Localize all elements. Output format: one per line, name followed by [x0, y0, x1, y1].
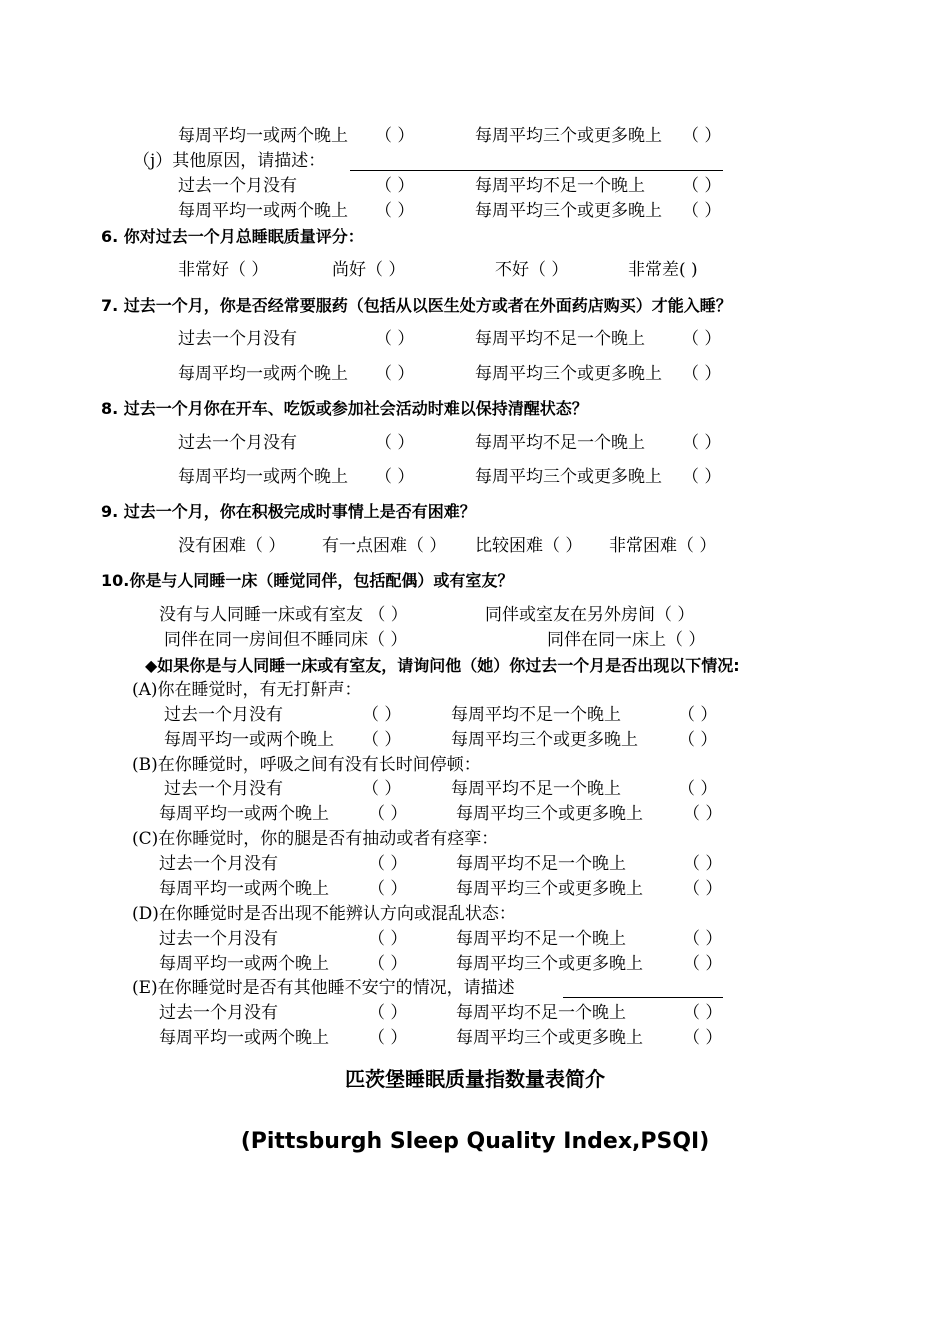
q10-sub-d-label: (D)在你睡觉时是否出现不能辨认方向或混乱状态：: [132, 904, 516, 924]
option-paren[interactable]: （ ）: [683, 804, 723, 824]
option-none: 过去一个月没有: [159, 854, 278, 874]
option-paren[interactable]: （ ）: [368, 854, 408, 874]
q9-option-c[interactable]: 比较困难（ ）: [475, 536, 583, 556]
option-paren[interactable]: （ ）: [375, 364, 415, 384]
option-paren[interactable]: （ ）: [678, 705, 718, 725]
option-paren[interactable]: （ ）: [682, 467, 722, 487]
q7-title: 7. 过去一个月，你是否经常要服药（包括从以医生处方或者在外面药店购买）才能入睡？: [101, 296, 732, 315]
option-w3: 每周平均三个或更多晚上: [475, 126, 662, 146]
q8-title: 8. 过去一个月你在开车、吃饭或参加社会活动时难以保持清醒状态？: [101, 399, 588, 418]
q10-sub-b-label: (B)在你睡觉时，呼吸之间有没有长时间停顿：: [132, 755, 481, 775]
q6-title: 6. 你对过去一个月总睡眠质量评分：: [101, 227, 364, 246]
option-none: 过去一个月没有: [164, 705, 283, 725]
section-title: 匹茨堡睡眠质量指数量表简介: [345, 1067, 605, 1091]
option-none: 过去一个月没有: [159, 1003, 278, 1023]
option-w12: 每周平均一或两个晚上: [178, 467, 348, 487]
option-w3: 每周平均三个或更多晚上: [451, 730, 638, 750]
option-paren[interactable]: （ ）: [362, 730, 402, 750]
q9-option-b[interactable]: 有一点困难（ ）: [322, 536, 447, 556]
option-w12: 每周平均一或两个晚上: [159, 1028, 329, 1048]
section-subtitle: (Pittsburgh Sleep Quality Index,PSQI): [240, 1129, 710, 1154]
option-paren[interactable]: （ ）: [683, 1003, 723, 1023]
option-paren[interactable]: （ ）: [682, 329, 722, 349]
option-paren[interactable]: （ ）: [683, 929, 723, 949]
q6-option-a[interactable]: 非常好（ ）: [178, 260, 269, 280]
q6-option-b[interactable]: 尚好（ ）: [332, 260, 406, 280]
option-lt1: 每周平均不足一个晚上: [451, 705, 621, 725]
option-paren[interactable]: （ ）: [683, 1028, 723, 1048]
option-lt1: 每周平均不足一个晚上: [456, 929, 626, 949]
q6-option-d[interactable]: 非常差( ): [628, 260, 698, 280]
option-w3: 每周平均三个或更多晚上: [456, 804, 643, 824]
q9-option-a[interactable]: 没有困难（ ）: [178, 536, 286, 556]
option-lt1: 每周平均不足一个晚上: [475, 433, 645, 453]
option-paren[interactable]: （ ）: [682, 364, 722, 384]
q10-note: ◆如果你是与人同睡一床或有室友，请询问他（她）你过去一个月是否出现以下情况:: [145, 656, 740, 675]
option-paren[interactable]: （ ）: [375, 329, 415, 349]
option-w12: 每周平均一或两个晚上: [159, 879, 329, 899]
option-w3: 每周平均三个或更多晚上: [475, 201, 662, 221]
option-w3: 每周平均三个或更多晚上: [456, 879, 643, 899]
option-paren[interactable]: （ ）: [375, 176, 415, 196]
option-paren[interactable]: （ ）: [368, 1028, 408, 1048]
option-paren[interactable]: （ ）: [682, 433, 722, 453]
option-w12: 每周平均一或两个晚上: [159, 804, 329, 824]
option-paren[interactable]: （ ）: [368, 1003, 408, 1023]
option-none: 过去一个月没有: [178, 176, 297, 196]
option-paren[interactable]: （ ）: [678, 730, 718, 750]
q10-title: 10.你是与人同睡一床（睡觉同伴，包括配偶）或有室友？: [101, 571, 514, 590]
option-paren[interactable]: （ ）: [682, 201, 722, 221]
q9-option-d[interactable]: 非常困难（ ）: [609, 536, 717, 556]
option-lt1: 每周平均不足一个晚上: [456, 1003, 626, 1023]
option-paren[interactable]: （ ）: [375, 126, 415, 146]
q10-sub-e-describe-line[interactable]: [563, 997, 723, 998]
option-paren[interactable]: （ ）: [683, 854, 723, 874]
q9-title: 9. 过去一个月，你在积极完成时事情上是否有困难？: [101, 502, 476, 521]
option-none: 过去一个月没有: [164, 779, 283, 799]
option-paren[interactable]: （ ）: [375, 201, 415, 221]
option-paren[interactable]: （ ）: [362, 705, 402, 725]
option-none: 过去一个月没有: [178, 433, 297, 453]
option-paren[interactable]: （ ）: [368, 804, 408, 824]
option-w12: 每周平均一或两个晚上: [178, 364, 348, 384]
q10-option-c[interactable]: 同伴在同一房间但不睡同床（ ）: [164, 630, 408, 650]
option-w3: 每周平均三个或更多晚上: [456, 954, 643, 974]
q10-sub-e-label: (E)在你睡觉时是否有其他睡不安宁的情况，请描述: [132, 978, 515, 998]
option-lt1: 每周平均不足一个晚上: [475, 329, 645, 349]
option-w12: 每周平均一或两个晚上: [178, 201, 348, 221]
option-lt1: 每周平均不足一个晚上: [451, 779, 621, 799]
option-paren[interactable]: （ ）: [375, 433, 415, 453]
q10-option-a[interactable]: 没有与人同睡一床或有室友 （ ）: [159, 605, 408, 625]
option-paren[interactable]: （ ）: [368, 954, 408, 974]
option-none: 过去一个月没有: [178, 329, 297, 349]
option-paren[interactable]: （ ）: [683, 879, 723, 899]
option-none: 过去一个月没有: [159, 929, 278, 949]
q6-option-c[interactable]: 不好（ ）: [495, 260, 569, 280]
option-paren[interactable]: （ ）: [682, 176, 722, 196]
q10-option-d[interactable]: 同伴在同一床上（ ）: [547, 630, 706, 650]
option-w3: 每周平均三个或更多晚上: [475, 364, 662, 384]
option-paren[interactable]: （ ）: [678, 779, 718, 799]
q5j-describe-line[interactable]: [350, 170, 723, 171]
q5j-label: （j）其他原因，请描述：: [133, 151, 326, 171]
option-paren[interactable]: （ ）: [368, 879, 408, 899]
q10-sub-a-label: (A)你在睡觉时，有无打鼾声：: [132, 680, 362, 700]
option-w12: 每周平均一或两个晚上: [178, 126, 348, 146]
option-paren[interactable]: （ ）: [683, 954, 723, 974]
option-paren[interactable]: （ ）: [682, 126, 722, 146]
option-paren[interactable]: （ ）: [368, 929, 408, 949]
option-lt1: 每周平均不足一个晚上: [475, 176, 645, 196]
option-paren[interactable]: （ ）: [362, 779, 402, 799]
option-paren[interactable]: （ ）: [375, 467, 415, 487]
option-w12: 每周平均一或两个晚上: [164, 730, 334, 750]
option-lt1: 每周平均不足一个晚上: [456, 854, 626, 874]
option-w3: 每周平均三个或更多晚上: [456, 1028, 643, 1048]
option-w12: 每周平均一或两个晚上: [159, 954, 329, 974]
q10-option-b[interactable]: 同伴或室友在另外房间（ ）: [485, 605, 695, 625]
option-w3: 每周平均三个或更多晚上: [475, 467, 662, 487]
q10-sub-c-label: (C)在你睡觉时，你的腿是否有抽动或者有痉挛：: [132, 829, 499, 849]
